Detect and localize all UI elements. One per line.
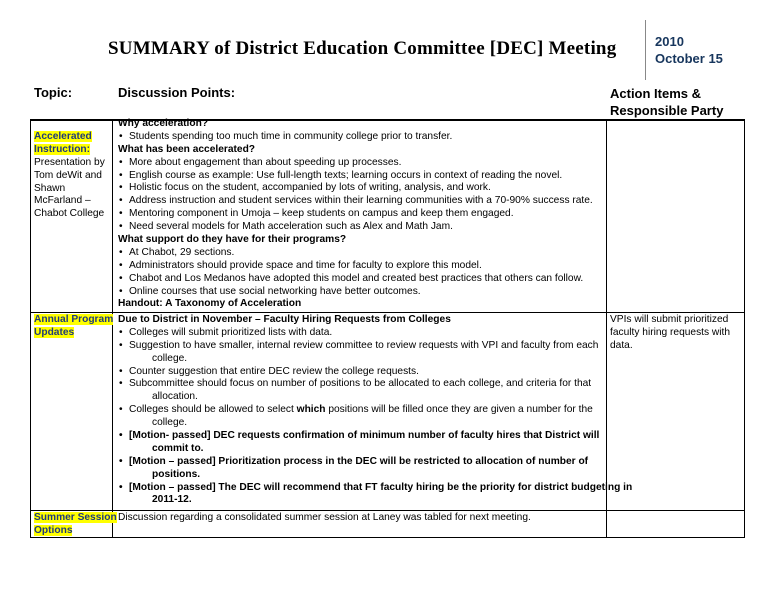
table-right-border — [744, 121, 745, 538]
row-3-topic — [34, 512, 117, 538]
column-header-action: Action Items & Responsible Party — [610, 86, 724, 118]
discussion-bullet: • Holistic focus on the student, accompanied by lots of writing, analysis, and work. — [118, 182, 604, 195]
table-divider-2 — [606, 121, 607, 538]
row-2-topic — [34, 314, 114, 340]
topic-title: Options — [34, 524, 73, 536]
discussion-bullet: • Administrators should provide space and time for faculty to explore this model. — [118, 260, 604, 273]
topic-title: Summer Session — [34, 512, 117, 523]
discussion-bullet: • Counter suggestion that entire DEC review the college requests. — [118, 366, 604, 379]
header-divider — [645, 20, 646, 80]
row-2-action — [610, 314, 744, 353]
discussion-continuation: college. — [152, 417, 188, 429]
header-year: 2010 — [655, 34, 684, 49]
discussion-continuation: allocation. — [152, 391, 198, 403]
discussion-bullet: • More about engagement than about speeding up processes. — [118, 157, 604, 170]
row-3-discussion — [118, 512, 604, 525]
row-separator-2 — [30, 510, 745, 511]
discussion-bullet: • Need several models for Math acceleration such as Alex and Math Jam. — [118, 221, 604, 234]
topic-title: Updates — [34, 326, 75, 338]
row-2-discussion — [118, 314, 633, 507]
discussion-bullet: • Suggestion to have smaller, internal review committee to review requests with VPI and faculty from each — [118, 340, 604, 353]
discussion-bullet: • Subcommittee should focus on number of positions to be allocated to each college, and criteria for that — [118, 378, 604, 391]
topic-title: Accelerated — [34, 131, 92, 142]
discussion-bullet: • English course as example: Use full-length texts; learning occurs in context of reading the novel. — [118, 170, 604, 183]
motion-continuation: positions. — [152, 468, 201, 480]
discussion-bullet: • At Chabot, 29 sections. — [118, 247, 604, 260]
motion-bullet: • [Motion – passed] Prioritization process in the DEC will be restricted to allocation of number of — [118, 456, 604, 469]
discussion-continuation: college. — [152, 352, 188, 364]
topic-note: Chabot College — [34, 208, 105, 220]
table-bottom-border — [30, 537, 745, 538]
column-header-topic: Topic: — [34, 85, 73, 100]
motion-bullet: • [Motion- passed] DEC requests confirmation of minimum number of faculty hires that District will — [118, 430, 604, 443]
topic-title: Annual Program — [34, 314, 114, 325]
row-1-topic — [34, 131, 110, 221]
discussion-bullet: • Colleges will submit prioritized lists with data. — [118, 327, 604, 340]
action-item-text: faculty hiring requests with — [610, 326, 731, 338]
which-prefix: Colleges should be allowed to select which positions will be filled once they are given a number for the — [129, 404, 593, 416]
discussion-heading: Handout: A Taxonomy of Acceleration — [118, 298, 302, 310]
action-item-text: data. — [610, 339, 633, 351]
header-date: October 15 — [655, 51, 723, 66]
motion-continuation: commit to. — [152, 442, 204, 454]
page-title: SUMMARY of District Education Committee [DEC] Meeting — [108, 38, 617, 59]
motion-continuation: 2011-12. — [152, 494, 192, 506]
column-header-discussion: Discussion Points: — [118, 85, 236, 100]
discussion-bullet: • Chabot and Los Medanos have adopted this model and created best practices that others can follow. — [118, 273, 604, 286]
discussion-bullet: • Address instruction and student services within their learning communities with a 70-90% success rate. — [118, 195, 604, 208]
motion-bullet: • [Motion – passed] The DEC will recommend that FT faculty hiring be the priority for district budgeting in — [118, 482, 604, 495]
topic-note: Presentation by — [34, 156, 105, 168]
discussion-text: Discussion regarding a consolidated summer session at Laney was tabled for next meeting. — [118, 512, 531, 523]
discussion-heading: Why acceleration? — [118, 118, 209, 129]
table-divider-1 — [112, 121, 113, 538]
discussion-bullet: • Online courses that use social networking have better outcomes. — [118, 286, 604, 299]
action-item-text: VPIs will submit prioritized — [610, 314, 729, 325]
discussion-bullet: • Mentoring component in Umoja – keep students on campus and keep them engaged. — [118, 208, 604, 221]
topic-note: Shawn — [34, 182, 66, 194]
discussion-bullet: • Students spending too much time in community college prior to transfer. — [118, 131, 604, 144]
discussion-heading: What support do they have for their programs? — [118, 234, 347, 246]
row-separator-1 — [30, 312, 745, 313]
discussion-bullet-which — [118, 404, 604, 417]
topic-note: Tom deWit and — [34, 169, 102, 181]
topic-title: Instruction: — [34, 143, 91, 155]
topic-note: McFarland – — [34, 195, 91, 207]
table-left-border — [30, 121, 31, 538]
discussion-heading: Due to District in November – Faculty Hiring Requests from Colleges — [118, 314, 451, 325]
row-1-discussion — [118, 118, 604, 311]
discussion-heading: What has been accelerated? — [118, 143, 256, 155]
